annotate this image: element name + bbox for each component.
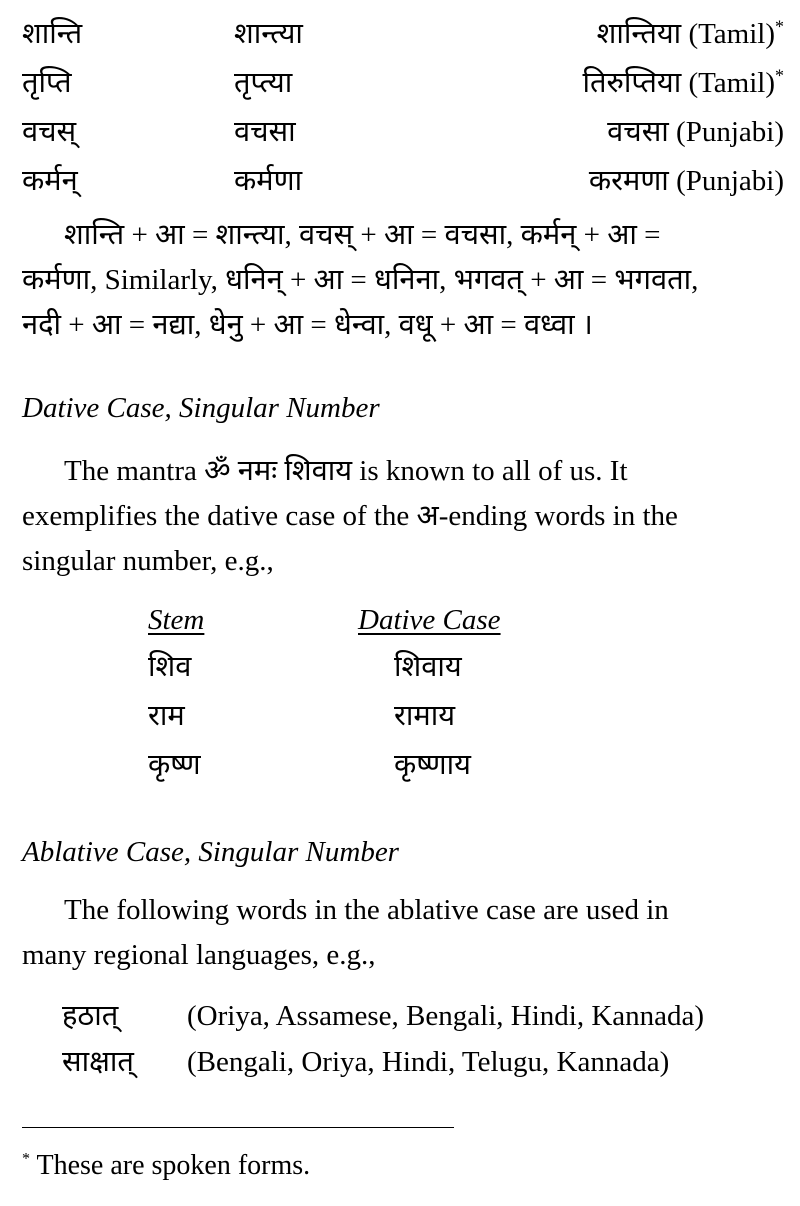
language-list: (Oriya, Assamese, Bengali, Hindi, Kannada) — [187, 1000, 705, 1032]
ablative-list — [62, 993, 782, 1085]
footnote-divider — [22, 1127, 454, 1128]
ablative-paragraph — [22, 888, 782, 978]
table-row — [22, 59, 784, 108]
sandhi-paragraph — [22, 213, 782, 348]
column-header-stem: Stem — [148, 604, 205, 636]
footnote-mark: * — [775, 65, 784, 86]
list-item — [62, 1039, 782, 1085]
table-row — [148, 643, 568, 692]
list-item — [62, 993, 782, 1039]
footnote-mark: * — [22, 1150, 30, 1168]
column-header-dative: Dative Case — [358, 604, 501, 636]
stem-cell: शिव — [148, 651, 192, 683]
regional-form: वचसा (Punjabi) — [607, 116, 784, 148]
paragraph-line: singular number, e.g., — [22, 545, 274, 577]
dative-table — [148, 597, 568, 790]
paragraph-line: exemplifies the dative case of the अ-ending words in the — [22, 500, 678, 532]
regional-form: तिरुप्तिया (Tamil)* — [582, 65, 784, 99]
ablative-word: साक्षात् — [62, 1046, 134, 1078]
table-header-row — [148, 597, 568, 643]
table-row — [148, 692, 568, 741]
paragraph-line: नदी + आ = नद्या, धेनु + आ = धेन्वा, वधू + आ = वध्वा । — [22, 309, 593, 341]
stem-word: कर्मन् — [22, 165, 78, 197]
paragraph-line: कर्मणा, Similarly, धनिन् + आ = धनिना, भगवत् + आ = भगवता, — [22, 264, 699, 296]
ablative-word: हठात् — [62, 1000, 119, 1032]
instrumental-examples-table — [22, 10, 784, 206]
dative-heading: Dative Case, Singular Number — [22, 392, 380, 424]
stem-cell: कृष्ण — [148, 749, 201, 781]
stem-word: वचस् — [22, 116, 77, 148]
table-row — [148, 741, 568, 790]
instrumental-form: वचसा — [234, 116, 296, 148]
instrumental-form: तृप्त्या — [234, 67, 293, 99]
language-list: (Bengali, Oriya, Hindi, Telugu, Kannada) — [187, 1046, 670, 1078]
dative-cell: कृष्णाय — [394, 749, 471, 781]
stem-word: शान्ति — [22, 18, 83, 50]
footnote — [22, 1148, 310, 1184]
dative-paragraph — [22, 449, 782, 584]
paragraph-line: शान्ति + आ = शान्त्या, वचस् + आ = वचसा, कर्मन् + आ = — [64, 219, 661, 251]
regional-form: करमणा (Punjabi) — [588, 165, 784, 197]
dative-cell: शिवाय — [394, 651, 462, 683]
ablative-heading: Ablative Case, Singular Number — [22, 836, 399, 868]
stem-cell: राम — [148, 700, 185, 732]
stem-word: तृप्ति — [22, 67, 72, 99]
instrumental-form: शान्त्या — [234, 18, 303, 50]
table-row — [22, 108, 784, 157]
table-row — [22, 10, 784, 59]
footnote-text: These are spoken forms. — [30, 1150, 311, 1181]
paragraph-line: many regional languages, e.g., — [22, 939, 376, 971]
paragraph-line: The following words in the ablative case are used in — [64, 894, 669, 926]
regional-form: शान्तिया (Tamil)* — [596, 16, 784, 50]
instrumental-form: कर्मणा — [234, 165, 303, 197]
table-row — [22, 157, 784, 206]
footnote-mark: * — [775, 16, 784, 37]
dative-cell: रामाय — [394, 700, 456, 732]
paragraph-line: The mantra ॐ नमः शिवाय is known to all of us. It — [64, 455, 628, 487]
